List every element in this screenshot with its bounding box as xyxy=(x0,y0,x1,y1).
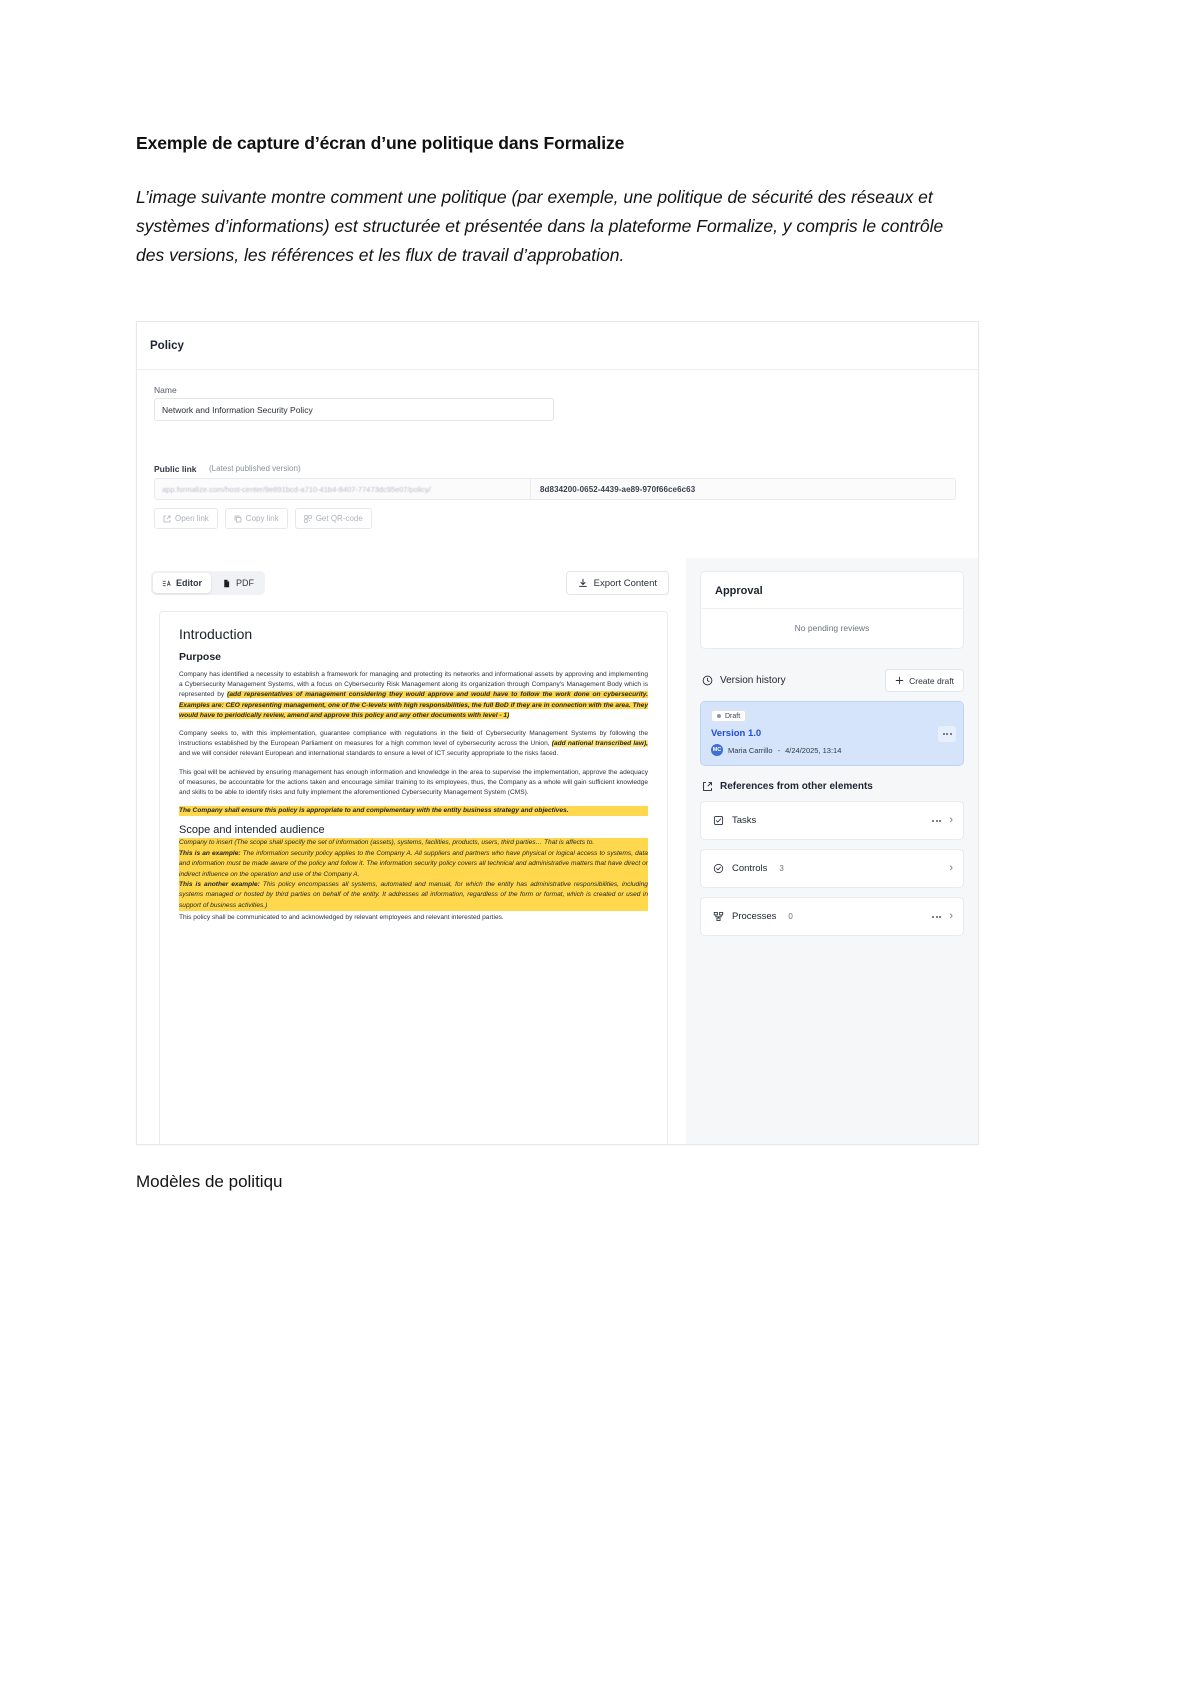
copy-link-label: Copy link xyxy=(245,514,279,523)
tab-editor[interactable] xyxy=(153,573,211,593)
approval-card xyxy=(700,571,964,649)
reference-options-button[interactable] xyxy=(932,820,941,822)
version-author: Maria Carrillo xyxy=(728,745,773,755)
reference-row-processes[interactable] xyxy=(700,897,964,936)
status-dot-icon xyxy=(717,714,721,718)
references-section-title xyxy=(702,781,964,792)
reference-count: 0 xyxy=(788,912,793,921)
highlighted-instruction: (add representatives of management considering they would approve and would have to follow the work done on cybersecurity. Examples are: CEO representing management, one of the C-levels with high responsibilities, the full BoD if they are in connection with the area. They would have to periodically review, amend and approve this policy and any other documents with level - 1) xyxy=(179,691,649,719)
version-separator: - xyxy=(777,745,781,755)
create-draft-button[interactable] xyxy=(885,669,964,692)
task-icon xyxy=(713,815,724,826)
scope-example-text: This policy encompasses all systems, automated and manual, for which the entity has administrative responsibilities, including systems managed or hosted by third parties on behalf of the entity. It addresses all information, regardless of the form or format, which is created or used in support of business activities.) xyxy=(179,881,648,909)
control-check-icon xyxy=(713,863,724,874)
formalize-screenshot xyxy=(136,321,979,1145)
approval-empty-text: No pending reviews xyxy=(794,623,870,633)
export-content-label: Export Content xyxy=(593,577,657,589)
policy-panel-title: Policy xyxy=(150,340,184,352)
status-badge xyxy=(711,710,746,722)
reference-label: Processes xyxy=(732,911,777,922)
divider xyxy=(137,369,978,370)
paragraph-purpose-1 xyxy=(179,670,648,721)
paragraph-text: Company has identified a necessity to establish a framework for managing and protecting its networks and informational assets by approving and implementing a Cybersecurity Management Systems, with a focus on Cybersecurity Risk Management along its organization through Company's Management Body which is represented by xyxy=(179,671,648,699)
avatar: MC xyxy=(711,744,723,756)
open-link-label: Open link xyxy=(175,514,209,523)
highlighted-paragraph-strategy: The Company shall ensure this policy is appropriate to and complementary with the entity business strategy and objectives. xyxy=(179,806,648,816)
name-label: Name xyxy=(154,385,177,395)
section-heading-purpose: Purpose xyxy=(179,651,222,663)
version-name: Version 1.0 xyxy=(711,728,762,739)
reference-row-tasks[interactable] xyxy=(700,801,964,840)
version-history-header xyxy=(700,660,964,701)
export-content-button[interactable] xyxy=(566,571,669,595)
paragraph-closing: This policy shall be communicated to and acknowledged by relevant employees and relevant interested parties. xyxy=(179,914,504,922)
references-title-label: References from other elements xyxy=(720,781,873,792)
chevron-right-icon[interactable]: › xyxy=(949,910,953,922)
public-link-actions xyxy=(154,508,372,529)
paragraph-text: and we will consider relevant European and international standards to ensure a level of ICT security appropriate to the risks faced. xyxy=(179,750,559,758)
editor-tabs xyxy=(151,571,265,595)
paragraph-text: Company seeks to, with this implementation, guarantee compliance with regulations in the field of Cybersecurity Management Systems by following the instructions established by the European Parliament on measures for a high common level of cybersecurity across the Union, xyxy=(179,730,648,748)
scope-example-lead: This is an example: xyxy=(179,849,241,857)
text-editor-icon xyxy=(162,579,171,588)
footer-heading: Modèles de politiqu xyxy=(136,1172,283,1191)
reference-label: Controls xyxy=(732,863,768,874)
version-history-title: Version history xyxy=(720,675,786,686)
version-list-item[interactable] xyxy=(700,701,964,766)
version-meta xyxy=(711,744,953,756)
copy-link-button[interactable] xyxy=(225,508,288,529)
download-icon xyxy=(578,578,588,588)
editor-toolbar xyxy=(137,558,686,606)
paragraph-purpose-3: This goal will be achieved by ensuring management has enough information and knowledge in the area to supervise the implementation, approve the adequacy of measures, be accountable for the actions taken and encourage similar training to its employees, thus, the Company as a whole will gain sufficient knowledge and skills to be able to identify risks and fully implement the aforementioned Cybersecurity Management System (CMS). xyxy=(179,768,648,797)
highlighted-instruction: (add national transcribed law), xyxy=(551,740,649,748)
chevron-right-icon[interactable]: › xyxy=(949,814,953,826)
public-link-label: Public link xyxy=(154,464,197,474)
pdf-file-icon xyxy=(222,579,231,588)
intro-paragraph: L’image suivante montre comment une politique (par exemple, une politique de sécurité des réseaux et systèmes d’informations) est structurée et présentée dans la plateforme Formalize, y compris le contrôle des versions, les références et les flux de travail d’approbation. xyxy=(136,187,944,265)
scope-example-lead: This is another example: xyxy=(179,881,260,889)
external-link-icon xyxy=(163,515,171,523)
public-link-row[interactable] xyxy=(154,478,956,500)
paragraph-purpose-2 xyxy=(179,729,648,760)
chevron-right-icon[interactable]: › xyxy=(949,862,953,874)
section-heading-scope: Scope and intended audience xyxy=(179,824,325,837)
copy-icon xyxy=(234,515,242,523)
reference-count: 3 xyxy=(779,864,784,873)
policy-panel xyxy=(137,322,978,559)
public-link-url: app.formalize.com/host-center/9e891bcd-a710-41b4-8407-77473dc95e07/policy/ xyxy=(162,484,431,494)
version-history-card xyxy=(700,660,964,766)
policy-document-body[interactable] xyxy=(159,611,668,1144)
policy-name-input[interactable]: Network and Information Security Policy xyxy=(154,398,554,421)
scope-example-text: The information security policy applies to the Company A. All suppliers and partners who have physical or logical access to systems, data and information must be made aware of the policy and follow it. The information security policy covers all technical and administrative matters that have direct or indirect influence on the operation and use of the Company A. xyxy=(179,849,648,878)
highlighted-scope-3 xyxy=(179,880,648,911)
get-qr-code-label: Get QR-code xyxy=(315,514,363,523)
open-link-button[interactable] xyxy=(154,508,218,529)
tab-pdf[interactable] xyxy=(213,573,263,593)
reference-row-controls[interactable] xyxy=(700,849,964,888)
approval-title: Approval xyxy=(701,572,963,609)
latest-published-note: (Latest published version) xyxy=(209,464,301,473)
version-options-button[interactable] xyxy=(938,726,956,742)
reference-label: Tasks xyxy=(732,815,757,826)
plus-icon xyxy=(895,676,904,685)
external-reference-icon xyxy=(702,781,713,792)
qr-code-icon xyxy=(304,515,312,523)
tab-pdf-label: PDF xyxy=(236,578,254,588)
version-timestamp: 4/24/2025, 13:14 xyxy=(785,745,842,755)
highlighted-scope-2 xyxy=(179,849,648,880)
clock-icon xyxy=(702,675,713,686)
right-sidebar xyxy=(686,558,978,1144)
process-icon xyxy=(713,911,724,922)
content-area xyxy=(137,558,978,1144)
highlighted-scope-1: Company to insert (The scope shall specify the set of information (assets), systems, facilities, products, users, third parties… That is affects to. xyxy=(179,838,648,848)
version-history-title-group xyxy=(702,675,786,686)
reference-options-button[interactable] xyxy=(932,916,941,918)
get-qr-code-button[interactable] xyxy=(295,508,372,529)
tab-editor-label: Editor xyxy=(176,578,202,588)
page-title: Exemple de capture d’écran d’une politique dans Formalize xyxy=(136,133,625,153)
public-link-id: 8d834200-0652-4439-ae89-970f66ce6c63 xyxy=(540,484,696,494)
editor-column xyxy=(137,558,686,1144)
section-heading-introduction: Introduction xyxy=(179,626,253,642)
create-draft-label: Create draft xyxy=(909,675,954,686)
status-badge-label: Draft xyxy=(725,712,741,720)
